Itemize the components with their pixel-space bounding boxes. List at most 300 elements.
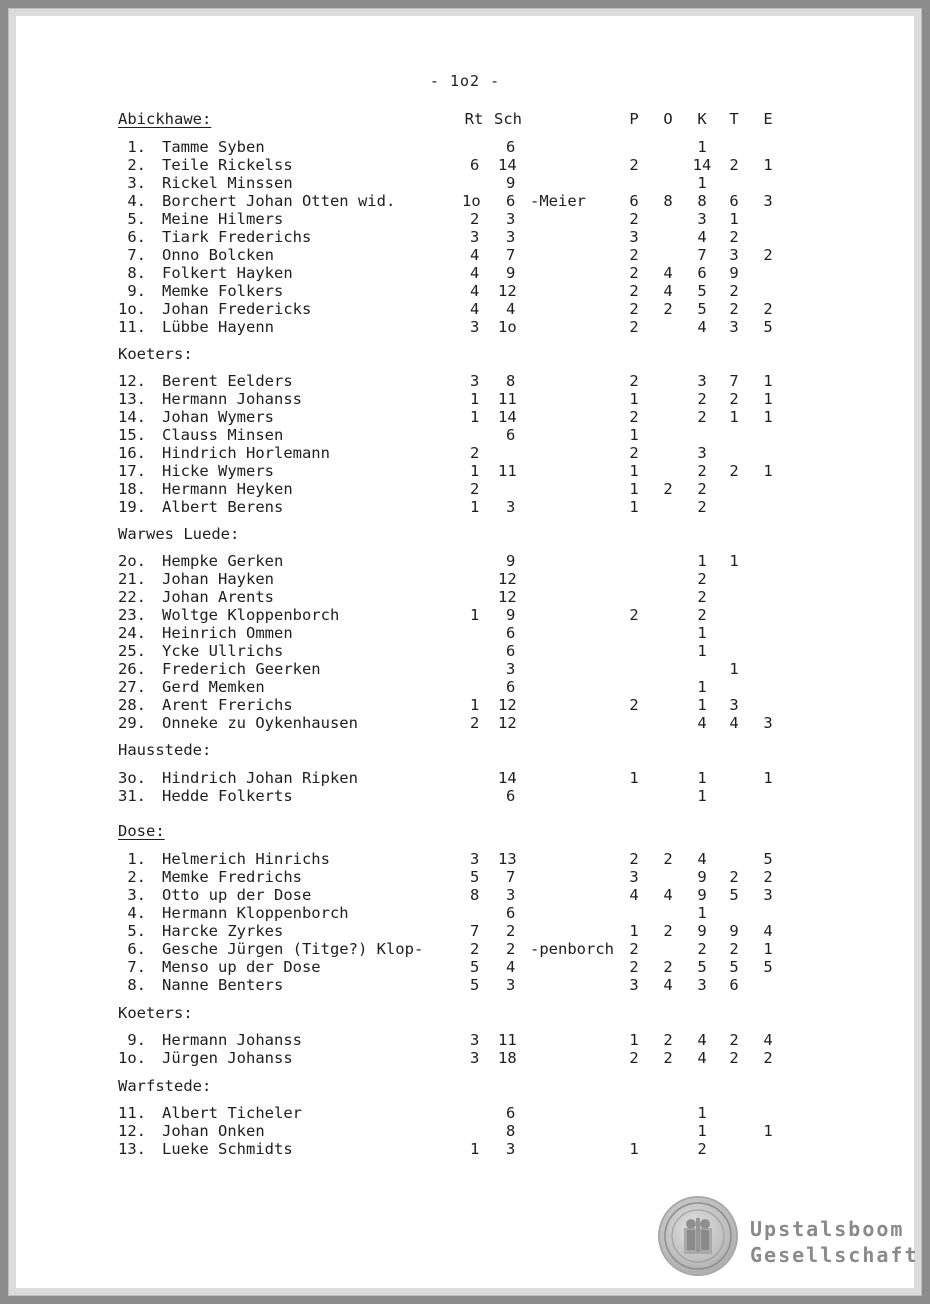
cell-sch: 18: [498, 1049, 517, 1067]
cell-e: 4: [763, 922, 773, 940]
cell-k: 1: [697, 642, 707, 660]
cell-t: 4: [729, 714, 739, 732]
cell-k: 2: [697, 1140, 707, 1158]
cell-k: 1: [697, 552, 707, 570]
cell-sch: 8: [506, 372, 516, 390]
cell-k: 1: [697, 1122, 707, 1140]
cell-rt: 3: [470, 228, 480, 246]
row-name: Folkert Hayken: [162, 264, 293, 282]
cell-e: 1: [763, 408, 773, 426]
cell-sch: 3: [506, 498, 516, 516]
cell-sch: 8: [506, 1122, 516, 1140]
cell-k: 1: [697, 904, 707, 922]
row-number: 17.: [118, 462, 146, 480]
section-heading: Warwes Luede:: [118, 525, 240, 543]
cell-p: 2: [629, 606, 639, 624]
row-name: Hindrich Horlemann: [162, 444, 330, 462]
cell-p: 2: [629, 444, 639, 462]
row-number: 3.: [127, 886, 146, 904]
cell-p: 2: [629, 156, 639, 174]
cell-k: 14: [692, 156, 712, 174]
row-number: 2.: [127, 868, 146, 886]
brand-name-line1: Upstalsboom: [750, 1217, 905, 1241]
cell-rt: 3: [470, 318, 480, 336]
cell-e: 3: [763, 886, 773, 904]
cell-rt: 5: [470, 958, 480, 976]
cell-t: 1: [729, 210, 739, 228]
cell-t: 3: [729, 246, 739, 264]
cell-e: 3: [763, 714, 773, 732]
cell-sch: 4: [506, 958, 516, 976]
cell-p: 2: [629, 246, 639, 264]
row-name: Woltge Kloppenborch: [162, 606, 340, 624]
cell-p: 1: [629, 769, 639, 787]
cell-note: -penborch: [530, 940, 614, 958]
row-name: Nanne Benters: [162, 976, 284, 994]
cell-t: 2: [729, 1031, 739, 1049]
cell-t: 6: [729, 192, 739, 210]
row-number: 26.: [118, 660, 146, 678]
row-number: 12.: [118, 372, 146, 390]
cell-rt: 2: [470, 444, 480, 462]
row-name: Heinrich Ommen: [162, 624, 293, 642]
cell-sch: 13: [498, 850, 517, 868]
cell-k: 5: [697, 282, 707, 300]
cell-sch: 3: [506, 886, 516, 904]
row-number: 9.: [127, 282, 146, 300]
cell-o: 2: [663, 300, 673, 318]
column-header-k: K: [697, 110, 707, 128]
row-name: Hicke Wymers: [162, 462, 274, 480]
row-number: 29.: [118, 714, 146, 732]
cell-k: 9: [697, 886, 707, 904]
cell-p: 2: [629, 318, 639, 336]
cell-p: 1: [629, 1031, 639, 1049]
row-number: 24.: [118, 624, 146, 642]
row-name: Gerd Memken: [162, 678, 265, 696]
row-name: Gesche Jürgen (Titge?) Klop-: [162, 940, 424, 958]
cell-p: 1: [629, 922, 639, 940]
row-number: 13.: [118, 390, 146, 408]
cell-rt: 1: [470, 696, 480, 714]
cell-rt: 1: [470, 1140, 480, 1158]
cell-t: 6: [729, 976, 739, 994]
cell-sch: 14: [498, 408, 517, 426]
row-name: Rickel Minssen: [162, 174, 293, 192]
row-name: Arent Frerichs: [162, 696, 293, 714]
page-number: - 1o2 -: [429, 72, 501, 90]
cell-p: 3: [629, 976, 639, 994]
cell-sch: 2: [506, 922, 516, 940]
cell-e: 5: [763, 318, 773, 336]
cell-o: 2: [663, 850, 673, 868]
cell-sch: 12: [498, 696, 517, 714]
cell-k: 2: [697, 390, 707, 408]
cell-sch: 14: [498, 769, 517, 787]
cell-sch: 7: [506, 246, 516, 264]
cell-p: 4: [629, 886, 639, 904]
cell-t: 1: [729, 660, 739, 678]
row-name: Harcke Zyrkes: [162, 922, 284, 940]
row-number: 5.: [127, 922, 146, 940]
cell-rt: 7: [470, 922, 480, 940]
row-number: 3.: [127, 174, 146, 192]
cell-k: 5: [697, 958, 707, 976]
cell-rt: 2: [470, 480, 480, 498]
row-number: 4.: [127, 192, 146, 210]
row-name: Helmerich Hinrichs: [162, 850, 330, 868]
cell-p: 2: [629, 940, 639, 958]
cell-sch: 12: [498, 570, 517, 588]
cell-sch: 3: [506, 976, 516, 994]
row-name: Meine Hilmers: [162, 210, 284, 228]
cell-t: 7: [729, 372, 739, 390]
cell-e: 2: [763, 1049, 773, 1067]
cell-t: 2: [729, 462, 739, 480]
row-name: Lübbe Hayenn: [162, 318, 274, 336]
section-heading: Warfstede:: [118, 1077, 212, 1095]
cell-k: 2: [697, 940, 707, 958]
row-number: 31.: [118, 787, 146, 805]
column-header-sch: Sch: [494, 110, 522, 128]
row-name: Johan Arents: [162, 588, 274, 606]
cell-sch: 11: [498, 462, 517, 480]
row-number: 21.: [118, 570, 146, 588]
brand-name-line2: Gesellschaft: [750, 1243, 919, 1267]
cell-k: 4: [697, 228, 707, 246]
cell-p: 1: [629, 462, 639, 480]
cell-k: 7: [697, 246, 707, 264]
row-number: 12.: [118, 1122, 146, 1140]
cell-k: 4: [697, 714, 707, 732]
cell-rt: 4: [470, 300, 480, 318]
cell-e: 1: [763, 372, 773, 390]
row-name: Menso up der Dose: [162, 958, 321, 976]
cell-rt: 1: [470, 498, 480, 516]
row-number: 1o.: [118, 1049, 146, 1067]
cell-rt: 3: [470, 1031, 480, 1049]
cell-p: 1: [629, 498, 639, 516]
column-header-rt: Rt: [464, 110, 484, 128]
cell-k: 2: [697, 462, 707, 480]
cell-t: 2: [729, 228, 739, 246]
row-number: 23.: [118, 606, 146, 624]
row-name: Hempke Gerken: [162, 552, 284, 570]
row-name: Hindrich Johan Ripken: [162, 769, 358, 787]
row-number: 8.: [127, 976, 146, 994]
cell-k: 3: [697, 372, 707, 390]
cell-k: 2: [697, 408, 707, 426]
cell-e: 1: [763, 462, 773, 480]
cell-rt: 1o: [462, 192, 481, 210]
cell-sch: 6: [506, 624, 516, 642]
cell-o: 8: [663, 192, 673, 210]
cell-k: 4: [697, 850, 707, 868]
cell-rt: 1: [470, 390, 480, 408]
column-header-o: O: [663, 110, 673, 128]
cell-sch: 3: [506, 228, 516, 246]
cell-sch: 11: [498, 390, 517, 408]
cell-rt: 2: [470, 210, 480, 228]
cell-sch: 1o: [498, 318, 517, 336]
cell-sch: 12: [498, 588, 517, 606]
cell-e: 3: [763, 192, 773, 210]
cell-rt: 1: [470, 408, 480, 426]
cell-sch: 6: [506, 678, 516, 696]
cell-e: 1: [763, 769, 773, 787]
cell-o: 4: [663, 976, 673, 994]
cell-rt: 4: [470, 282, 480, 300]
cell-rt: 8: [470, 886, 480, 904]
cell-t: 2: [729, 300, 739, 318]
row-name: Ycke Ullrichs: [162, 642, 284, 660]
column-header-p: P: [629, 110, 639, 128]
cell-sch: 3: [506, 660, 516, 678]
cell-k: 9: [697, 868, 707, 886]
cell-k: 2: [697, 588, 707, 606]
cell-k: 3: [697, 444, 707, 462]
row-name: Otto up der Dose: [162, 886, 312, 904]
cell-p: 2: [629, 210, 639, 228]
cell-k: 6: [697, 264, 707, 282]
cell-sch: 11: [498, 1031, 517, 1049]
row-number: 7.: [127, 246, 146, 264]
cell-k: 1: [697, 1104, 707, 1122]
row-name: Tiark Frederichs: [162, 228, 312, 246]
row-name: Onneke zu Oykenhausen: [162, 714, 358, 732]
row-name: Johan Fredericks: [162, 300, 312, 318]
cell-t: 2: [729, 156, 739, 174]
cell-sch: 6: [506, 426, 516, 444]
row-number: 11.: [118, 1104, 146, 1122]
row-name: Johan Hayken: [162, 570, 274, 588]
cell-rt: 1: [470, 462, 480, 480]
row-number: 22.: [118, 588, 146, 606]
cell-k: 1: [697, 678, 707, 696]
cell-e: 2: [763, 246, 773, 264]
row-name: Onno Bolcken: [162, 246, 274, 264]
row-name: Teile Rickelss: [162, 156, 293, 174]
cell-o: 2: [663, 1031, 673, 1049]
row-number: 1.: [127, 850, 146, 868]
section-heading: Dose:: [118, 822, 165, 840]
cell-t: 3: [729, 696, 739, 714]
cell-p: 2: [629, 300, 639, 318]
row-name: Johan Wymers: [162, 408, 274, 426]
cell-t: 5: [729, 958, 739, 976]
cell-rt: 1: [470, 606, 480, 624]
row-number: 1.: [127, 138, 146, 156]
cell-k: 3: [697, 210, 707, 228]
cell-sch: 14: [498, 156, 517, 174]
cell-rt: 4: [470, 264, 480, 282]
cell-sch: 6: [506, 904, 516, 922]
column-header-t: T: [729, 110, 739, 128]
cell-k: 1: [697, 769, 707, 787]
row-number: 11.: [118, 318, 146, 336]
cell-o: 2: [663, 480, 673, 498]
cell-k: 4: [697, 1049, 707, 1067]
cell-e: 1: [763, 940, 773, 958]
row-number: 6.: [127, 228, 146, 246]
section-heading: Koeters:: [118, 345, 193, 363]
cell-o: 2: [663, 922, 673, 940]
cell-k: 1: [697, 624, 707, 642]
cell-k: 2: [697, 498, 707, 516]
row-number: 13.: [118, 1140, 146, 1158]
cell-t: 2: [729, 1049, 739, 1067]
row-number: 5.: [127, 210, 146, 228]
cell-k: 4: [697, 318, 707, 336]
cell-rt: 5: [470, 976, 480, 994]
cell-o: 2: [663, 1049, 673, 1067]
cell-e: 1: [763, 390, 773, 408]
cell-t: 9: [729, 264, 739, 282]
cell-rt: 2: [470, 714, 480, 732]
cell-rt: 3: [470, 372, 480, 390]
row-name: Hermann Kloppenborch: [162, 904, 349, 922]
row-number: 18.: [118, 480, 146, 498]
cell-k: 3: [697, 976, 707, 994]
cell-e: 4: [763, 1031, 773, 1049]
cell-p: 2: [629, 1049, 639, 1067]
cell-sch: 9: [506, 606, 516, 624]
row-number: 15.: [118, 426, 146, 444]
cell-p: 2: [629, 282, 639, 300]
cell-p: 1: [629, 480, 639, 498]
row-name: Hermann Johanss: [162, 390, 302, 408]
society-seal-logo: [660, 1198, 736, 1274]
row-number: 16.: [118, 444, 146, 462]
cell-rt: 3: [470, 850, 480, 868]
cell-t: 3: [729, 318, 739, 336]
row-number: 7.: [127, 958, 146, 976]
cell-p: 6: [629, 192, 639, 210]
cell-k: 9: [697, 922, 707, 940]
cell-rt: 5: [470, 868, 480, 886]
cell-p: 1: [629, 390, 639, 408]
cell-k: 1: [697, 696, 707, 714]
row-number: 9.: [127, 1031, 146, 1049]
cell-sch: 2: [506, 940, 516, 958]
cell-p: 2: [629, 264, 639, 282]
cell-k: 2: [697, 606, 707, 624]
section-heading: Hausstede:: [118, 741, 212, 759]
cell-sch: 12: [498, 714, 517, 732]
cell-p: 2: [629, 408, 639, 426]
row-number: 3o.: [118, 769, 146, 787]
cell-e: 5: [763, 958, 773, 976]
row-number: 27.: [118, 678, 146, 696]
cell-o: 4: [663, 264, 673, 282]
cell-note: -Meier: [530, 192, 586, 210]
cell-e: 2: [763, 868, 773, 886]
cell-o: 4: [663, 886, 673, 904]
cell-t: 2: [729, 390, 739, 408]
section-heading: Abickhawe:: [118, 110, 212, 128]
seal-emblem-icon: [660, 1198, 736, 1274]
cell-sch: 4: [506, 300, 516, 318]
row-number: 4.: [127, 904, 146, 922]
row-name: Berent Eelders: [162, 372, 293, 390]
cell-sch: 9: [506, 264, 516, 282]
cell-k: 5: [697, 300, 707, 318]
cell-k: 1: [697, 787, 707, 805]
row-number: 19.: [118, 498, 146, 516]
row-name: Hedde Folkerts: [162, 787, 293, 805]
row-number: 6.: [127, 940, 146, 958]
cell-e: 2: [763, 300, 773, 318]
row-number: 2.: [127, 156, 146, 174]
row-name: Memke Fredrichs: [162, 868, 302, 886]
cell-p: 2: [629, 850, 639, 868]
cell-sch: 3: [506, 1140, 516, 1158]
cell-k: 2: [697, 480, 707, 498]
cell-t: 2: [729, 868, 739, 886]
cell-sch: 9: [506, 174, 516, 192]
cell-p: 3: [629, 228, 639, 246]
cell-t: 2: [729, 940, 739, 958]
cell-sch: 6: [506, 1104, 516, 1122]
cell-sch: 7: [506, 868, 516, 886]
cell-k: 8: [697, 192, 707, 210]
row-name: Hermann Heyken: [162, 480, 293, 498]
cell-e: 1: [763, 156, 773, 174]
cell-sch: 6: [506, 642, 516, 660]
row-name: Tamme Syben: [162, 138, 265, 156]
cell-sch: 6: [506, 787, 516, 805]
cell-p: 1: [629, 1140, 639, 1158]
cell-p: 2: [629, 372, 639, 390]
row-name: Frederich Geerken: [162, 660, 321, 678]
cell-t: 2: [729, 282, 739, 300]
row-name: Clauss Minsen: [162, 426, 284, 444]
cell-sch: 6: [506, 138, 516, 156]
row-number: 1o.: [118, 300, 146, 318]
row-name: Hermann Johanss: [162, 1031, 302, 1049]
cell-p: 2: [629, 958, 639, 976]
cell-sch: 9: [506, 552, 516, 570]
row-number: 2o.: [118, 552, 146, 570]
cell-sch: 6: [506, 192, 516, 210]
cell-rt: 3: [470, 1049, 480, 1067]
cell-t: 1: [729, 408, 739, 426]
cell-sch: 12: [498, 282, 517, 300]
row-number: 25.: [118, 642, 146, 660]
cell-sch: 3: [506, 210, 516, 228]
cell-t: 9: [729, 922, 739, 940]
row-name: Albert Ticheler: [162, 1104, 302, 1122]
cell-t: 1: [729, 552, 739, 570]
cell-p: 2: [629, 696, 639, 714]
cell-e: 1: [763, 1122, 773, 1140]
cell-rt: 6: [470, 156, 480, 174]
row-number: 28.: [118, 696, 146, 714]
row-name: Lueke Schmidts: [162, 1140, 293, 1158]
row-name: Albert Berens: [162, 498, 284, 516]
cell-rt: 4: [470, 246, 480, 264]
row-number: 14.: [118, 408, 146, 426]
cell-o: 4: [663, 282, 673, 300]
cell-rt: 2: [470, 940, 480, 958]
cell-o: 2: [663, 958, 673, 976]
row-name: Borchert Johan Otten wid.: [162, 192, 396, 210]
cell-k: 2: [697, 570, 707, 588]
cell-k: 1: [697, 138, 707, 156]
cell-e: 5: [763, 850, 773, 868]
cell-k: 4: [697, 1031, 707, 1049]
row-name: Jürgen Johanss: [162, 1049, 293, 1067]
